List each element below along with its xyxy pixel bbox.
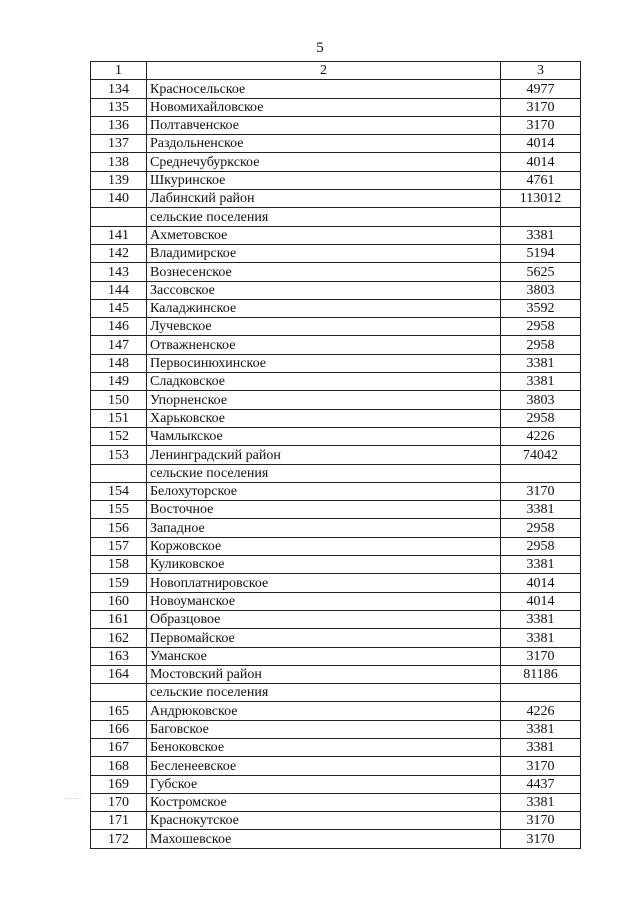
row-number: 156 [91,519,147,537]
row-number: 164 [91,665,147,683]
row-number: 140 [91,190,147,208]
table-row [91,171,581,189]
row-number: 157 [91,537,147,555]
header-col-1: 1 [91,62,147,80]
settlement-name: Красносельское [147,80,501,98]
table-row [91,629,581,647]
row-number: 154 [91,482,147,500]
settlement-name: Новоплатнировское [147,574,501,592]
table-row [91,98,581,116]
header-col-3: 3 [501,62,581,80]
row-number: 170 [91,793,147,811]
row-value: 4014 [501,592,581,610]
header-col-2: 2 [147,62,501,80]
row-value: 2958 [501,537,581,555]
table-row [91,354,581,372]
row-value: 3381 [501,556,581,574]
table-row [91,537,581,555]
settlement-name: Отважненское [147,336,501,354]
table-row [91,116,581,134]
row-value: 3170 [501,757,581,775]
table-row [91,684,581,702]
table-row [91,391,581,409]
row-value: 3592 [501,299,581,317]
table-row [91,556,581,574]
row-value: 3381 [501,501,581,519]
row-number: 146 [91,318,147,336]
table-row [91,464,581,482]
table-row [91,446,581,464]
settlement-name: Восточное [147,501,501,519]
settlement-name: Вознесенское [147,263,501,281]
row-value: 3803 [501,281,581,299]
row-value [501,208,581,226]
table-row [91,775,581,793]
row-value: 4761 [501,171,581,189]
row-number: 147 [91,336,147,354]
row-number: 137 [91,135,147,153]
row-value: 3170 [501,98,581,116]
settlement-name: Андрюковское [147,702,501,720]
row-value: 3803 [501,391,581,409]
table-row [91,244,581,262]
table-row [91,757,581,775]
row-value: 3381 [501,354,581,372]
row-number: 135 [91,98,147,116]
settlement-name: сельские поселения [147,464,501,482]
table-row [91,226,581,244]
row-value: 4437 [501,775,581,793]
row-value: 3381 [501,720,581,738]
row-value: 5625 [501,263,581,281]
table-row [91,135,581,153]
row-value: 4014 [501,574,581,592]
table-row [91,80,581,98]
table-row [91,720,581,738]
row-value: 113012 [501,190,581,208]
table-row [91,299,581,317]
settlement-name: Новомихайловское [147,98,501,116]
row-number: 155 [91,501,147,519]
table-row [91,702,581,720]
settlements-table [90,61,581,849]
row-value: 4014 [501,135,581,153]
settlement-name: Костромское [147,793,501,811]
row-number: 172 [91,830,147,848]
row-number: 138 [91,153,147,171]
row-value: 3381 [501,793,581,811]
settlement-name: Коржовское [147,537,501,555]
table-row [91,482,581,500]
row-number: 160 [91,592,147,610]
row-number: 169 [91,775,147,793]
row-value: 2958 [501,409,581,427]
table-row [91,263,581,281]
table-row [91,208,581,226]
table-row [91,519,581,537]
table-row [91,281,581,299]
table-row [91,190,581,208]
row-number: 145 [91,299,147,317]
settlement-name: Мостовский район [147,665,501,683]
settlement-name: Новоуманское [147,592,501,610]
settlement-name: Шкуринское [147,171,501,189]
row-number: 152 [91,427,147,445]
row-number: 151 [91,409,147,427]
settlement-name: Упорненское [147,391,501,409]
row-number: 166 [91,720,147,738]
row-number: 162 [91,629,147,647]
table-row [91,592,581,610]
settlement-name: Владимирское [147,244,501,262]
row-number: 158 [91,556,147,574]
table-row [91,501,581,519]
row-number: 148 [91,354,147,372]
settlement-name: Куликовское [147,556,501,574]
row-number: 144 [91,281,147,299]
row-number: 134 [91,80,147,98]
settlement-name: Краснокутское [147,812,501,830]
settlement-name: Баговское [147,720,501,738]
row-number: 168 [91,757,147,775]
page-number: 5 [316,40,324,56]
table-row [91,610,581,628]
table-body [91,62,581,849]
settlement-name: Полтавченское [147,116,501,134]
row-number: 171 [91,812,147,830]
row-number: 153 [91,446,147,464]
table-row [91,427,581,445]
row-value: 3170 [501,812,581,830]
table-row [91,812,581,830]
row-value: 4977 [501,80,581,98]
table-row [91,830,581,848]
settlement-name: сельские поселения [147,684,501,702]
table-row [91,373,581,391]
row-value: 4226 [501,702,581,720]
settlement-name: Среднечубуркское [147,153,501,171]
settlement-name: Белохуторское [147,482,501,500]
table-row [91,738,581,756]
row-number: 143 [91,263,147,281]
row-number [91,464,147,482]
row-number: 149 [91,373,147,391]
scan-artifact [66,798,82,805]
settlement-name: Махошевское [147,830,501,848]
row-value: 4226 [501,427,581,445]
settlement-name: Уманское [147,647,501,665]
table-row [91,336,581,354]
row-value: 3170 [501,116,581,134]
row-number: 141 [91,226,147,244]
row-number: 165 [91,702,147,720]
settlement-name: Губское [147,775,501,793]
row-value: 3381 [501,610,581,628]
row-number [91,208,147,226]
row-value: 5194 [501,244,581,262]
row-value: 2958 [501,519,581,537]
settlement-name: Сладковское [147,373,501,391]
settlement-name: Харьковское [147,409,501,427]
row-number: 163 [91,647,147,665]
row-value: 4014 [501,153,581,171]
row-value: 2958 [501,318,581,336]
settlement-name: Лабинский район [147,190,501,208]
table-row [91,409,581,427]
row-value [501,464,581,482]
row-number: 159 [91,574,147,592]
row-number [91,684,147,702]
settlement-name: Ленинградский район [147,446,501,464]
table-row [91,153,581,171]
row-value: 3170 [501,482,581,500]
row-number: 136 [91,116,147,134]
row-number: 139 [91,171,147,189]
table-row [91,318,581,336]
settlement-name: Первосинюхинское [147,354,501,372]
settlement-name: Зассовское [147,281,501,299]
row-value [501,684,581,702]
settlement-name: Каладжинское [147,299,501,317]
table-row [91,665,581,683]
row-value: 74042 [501,446,581,464]
row-number: 150 [91,391,147,409]
table-row [91,793,581,811]
row-value: 3381 [501,226,581,244]
row-value: 3381 [501,738,581,756]
table-header-row [91,62,581,80]
row-number: 142 [91,244,147,262]
settlement-name: Образцовое [147,610,501,628]
row-value: 81186 [501,665,581,683]
settlement-name: Бесленеевское [147,757,501,775]
row-value: 3381 [501,373,581,391]
row-value: 3170 [501,647,581,665]
row-number: 167 [91,738,147,756]
settlement-name: Первомайское [147,629,501,647]
settlement-name: Чамлыкское [147,427,501,445]
settlement-name: Беноковское [147,738,501,756]
settlement-name: Лучевское [147,318,501,336]
table-row [91,574,581,592]
settlement-name: Западное [147,519,501,537]
row-value: 3381 [501,629,581,647]
settlement-name: Ахметовское [147,226,501,244]
row-number: 161 [91,610,147,628]
settlement-name: сельские поселения [147,208,501,226]
row-value: 3170 [501,830,581,848]
table-row [91,647,581,665]
settlement-name: Раздольненское [147,135,501,153]
row-value: 2958 [501,336,581,354]
